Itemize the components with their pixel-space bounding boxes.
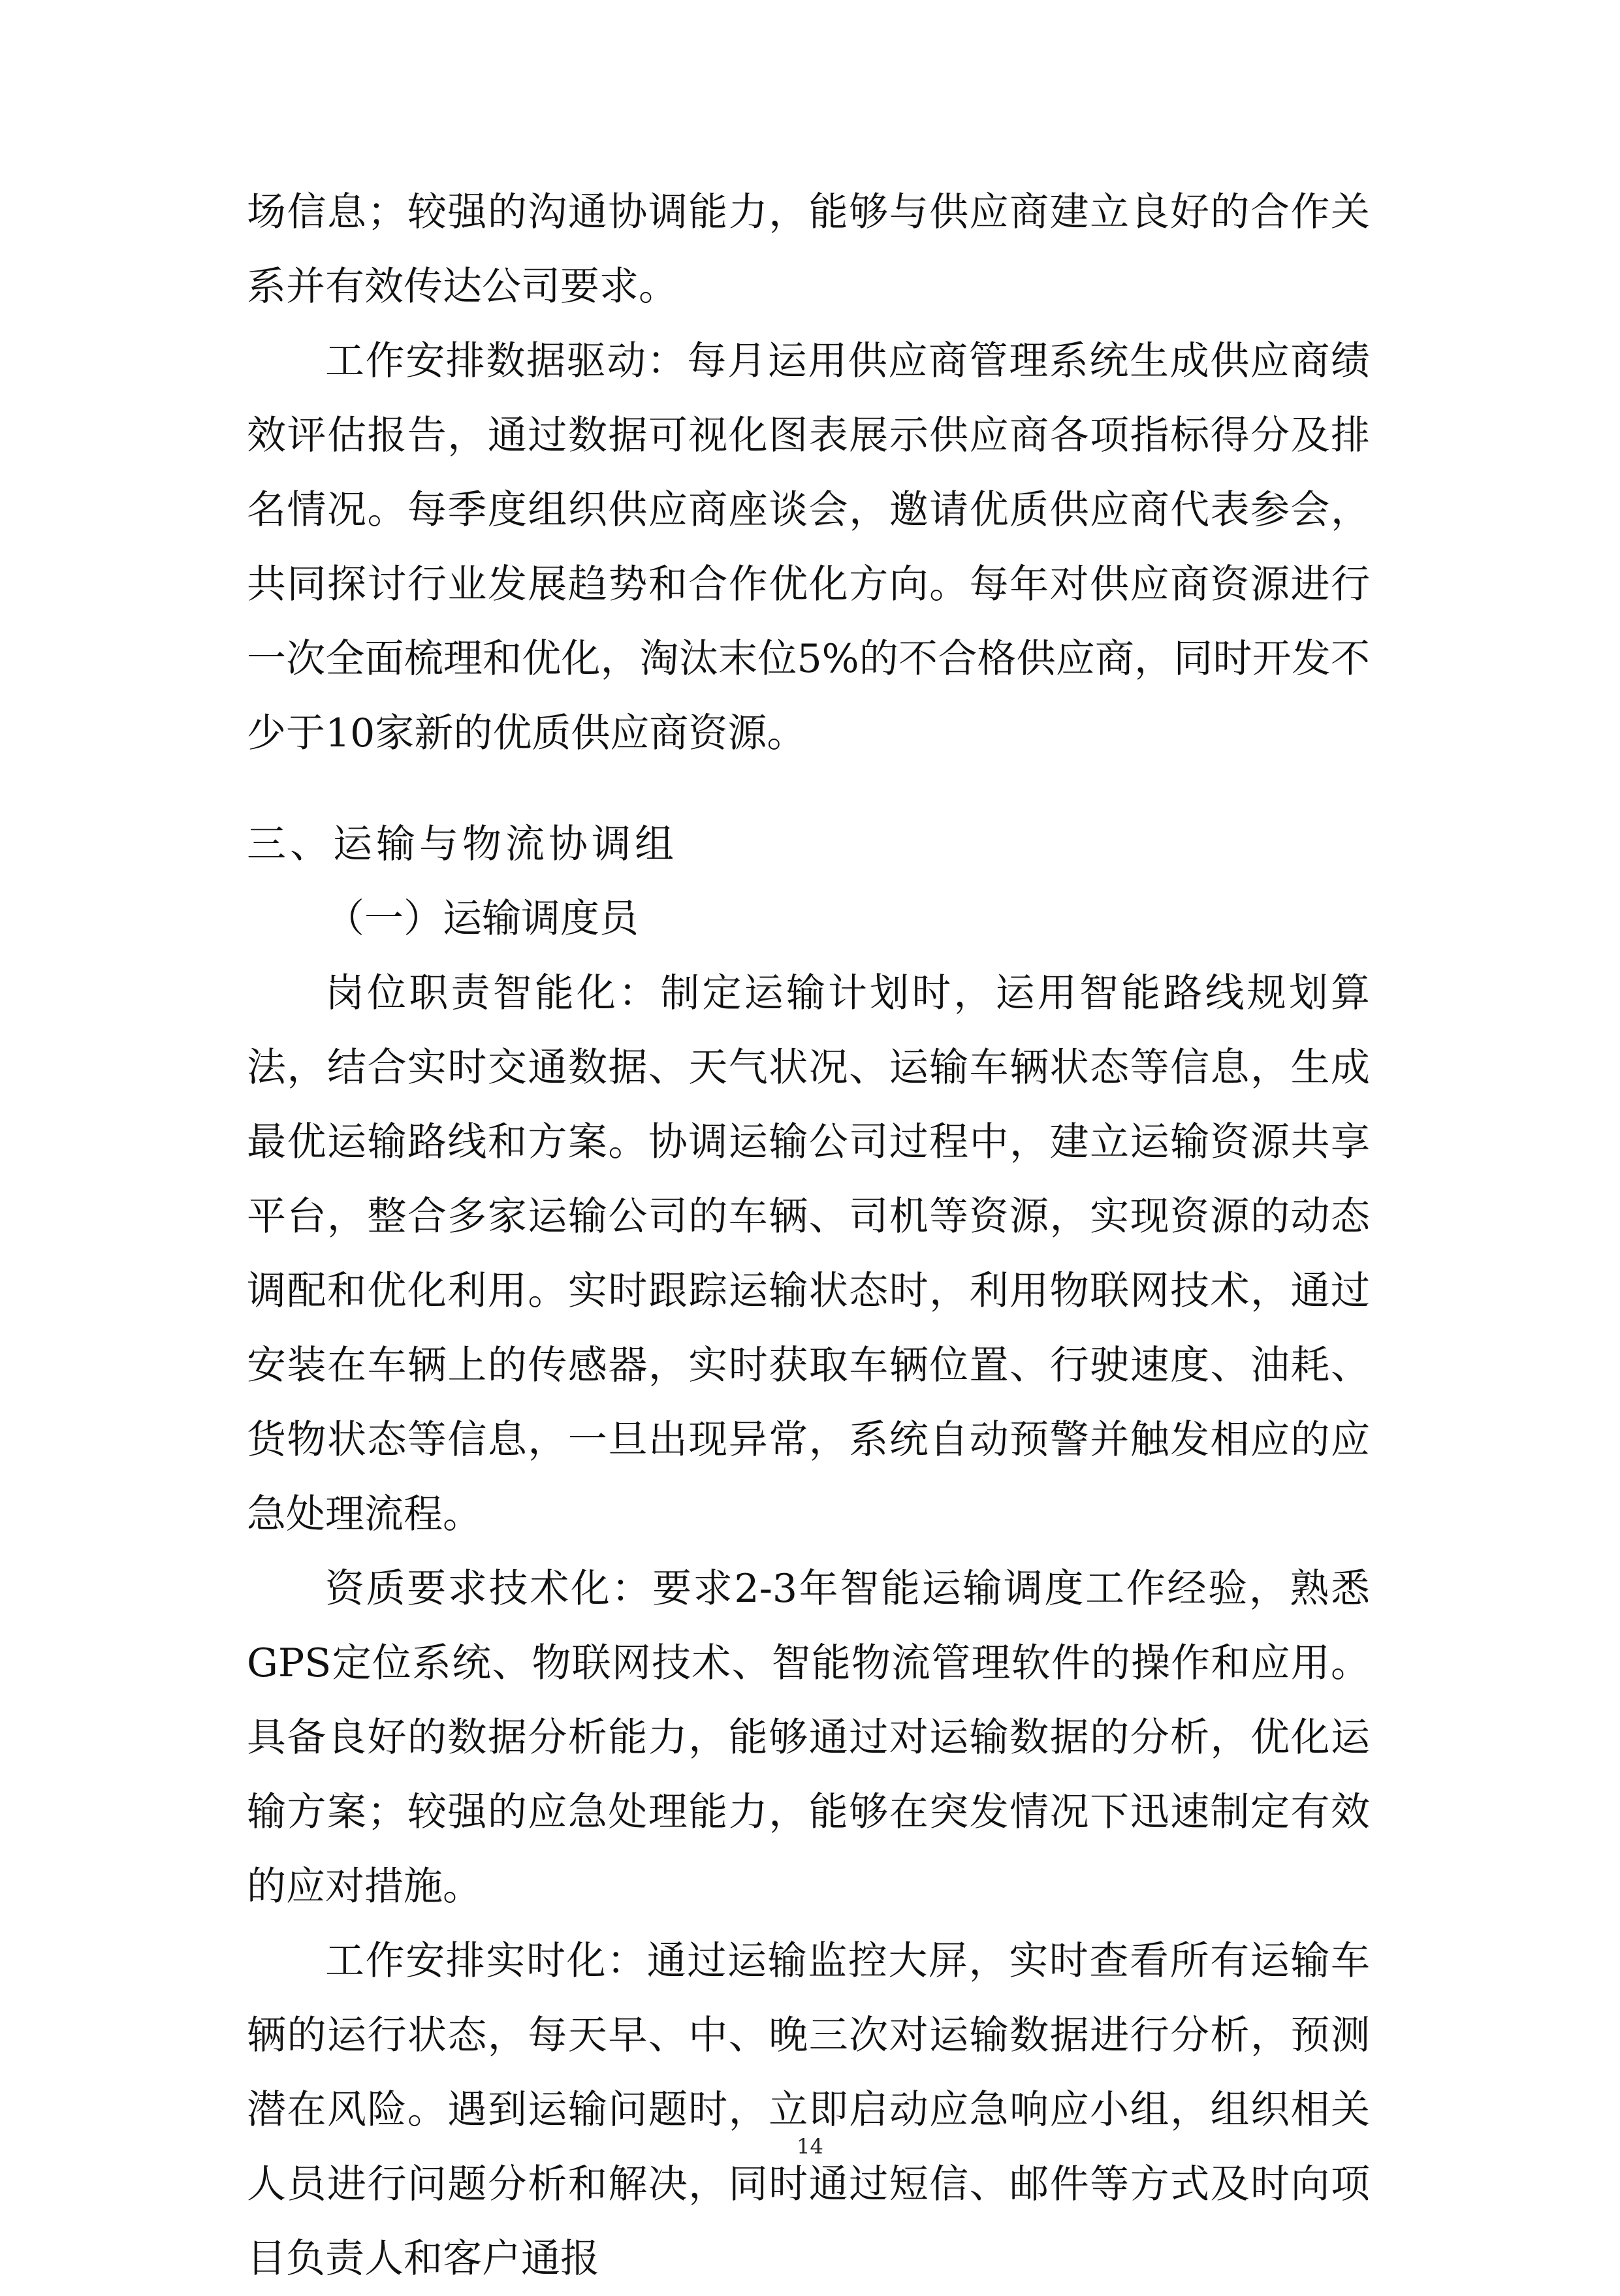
- page-number: 14: [797, 2134, 823, 2159]
- paragraph-continuation: 场信息；较强的沟通协调能力，能够与供应商建立良好的合作关系并有效传达公司要求。: [247, 189, 1370, 310]
- page-content: [247, 175, 1370, 2296]
- subsection-heading: （一）运输调度员: [325, 896, 639, 942]
- paragraph-dispatcher-duties: 岗位职责智能化：制定运输计划时，运用智能路线规划算法，结合实时交通数据、天气状况、运输车辆状态等信息，生成最优运输路线和方案。协调运输公司过程中，建立运输资源共享平台，整合多家运输公司的车辆、司机等资源，实现资源的动态调配和优化利用。实时跟踪运输状态时，利用物联网技术，通过安装在车辆上的传感器，实时获取车辆位置、行驶速度、油耗、货物状态等信息，一旦出现异常，系统自动预警并触发相应的应急处理流程。: [247, 970, 1370, 1537]
- paragraph-supplier-work-arrangement: 工作安排数据驱动：每月运用供应商管理系统生成供应商绩效评估报告，通过数据可视化图表展示供应商各项指标得分及排名情况。每季度组织供应商座谈会，邀请优质供应商代表参会，共同探讨行业发展趋势和合作优化方向。每年对供应商资源进行一次全面梳理和优化，淘汰末位5%的不合格供应商，同时开发不少于10家新的优质供应商资源。: [247, 338, 1370, 756]
- paragraph-dispatcher-qualifications: 资质要求技术化：要求2-3年智能运输调度工作经验，熟悉GPS定位系统、物联网技术、智能物流管理软件的操作和应用。具备良好的数据分析能力，能够通过对运输数据的分析，优化运输方案；较强的应急处理能力，能够在突发情况下迅速制定有效的应对措施。: [247, 1566, 1370, 1909]
- section-heading: 三、运输与物流协调组: [247, 821, 678, 867]
- paragraph-dispatcher-work-arrangement: 工作安排实时化：通过运输监控大屏，实时查看所有运输车辆的运行状态，每天早、中、晚三次对运输数据进行分析，预测潜在风险。遇到运输问题时，立即启动应急响应小组，组织相关人员进行问题分析和解决，同时通过短信、邮件等方式及时向项目负责人和客户通报: [247, 1938, 1370, 2282]
